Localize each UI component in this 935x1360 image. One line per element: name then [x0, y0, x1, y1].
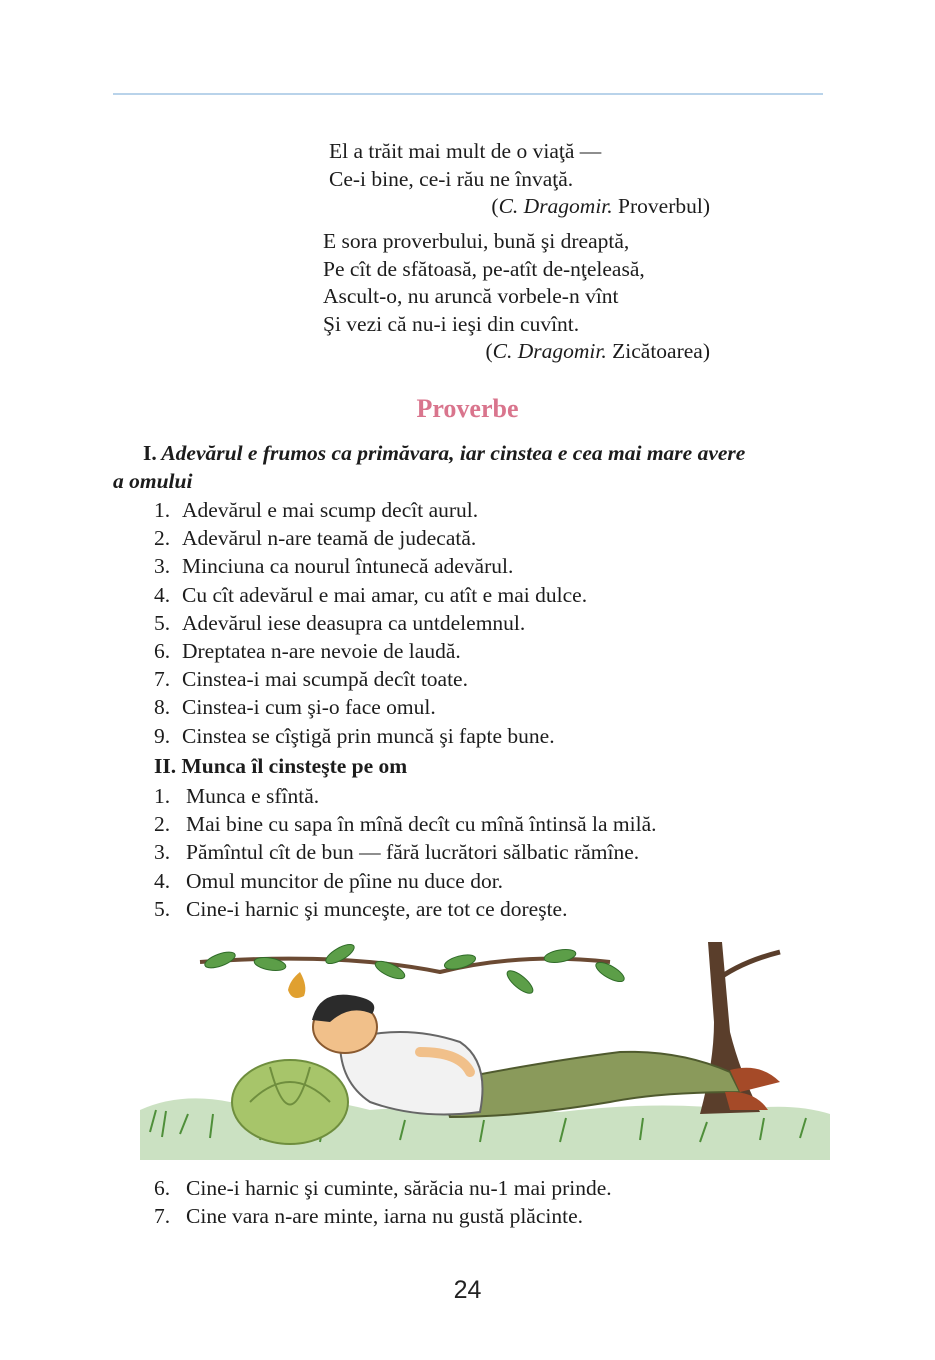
list-item: 3. Minciuna ca nourul întunecă adevărul. — [154, 554, 514, 579]
poem-proverbul — [329, 138, 710, 221]
section1-heading — [113, 439, 825, 495]
poem-zicatoarea — [323, 228, 710, 366]
list-item: 9. Cinstea se cîştigă prin muncă şi fapte bune. — [154, 723, 555, 748]
poem-attribution: (C. Dragomir. Proverbul) — [491, 194, 710, 219]
list-item: 7. Cine vara n-are minte, iarna nu gustă plăcinte. — [154, 1204, 583, 1229]
poem-line: Ce-i bine, ce-i rău ne învaţă. — [329, 166, 574, 191]
list-item: 1. Munca e sfîntă. — [154, 784, 320, 808]
poem-line: Şi vezi că nu-i ieşi din cuvînt. — [323, 311, 580, 336]
list-item: 6. Cine-i harnic şi cuminte, sărăcia nu-1 mai prinde. — [154, 1176, 612, 1200]
attribution-author: C. Dragomir. — [498, 194, 613, 219]
section1-heading-text: Adevărul e frumos ca primăvara, iar cinstea e cea mai mare avere — [156, 441, 746, 465]
list-item: 4. Omul muncitor de pîine nu duce dor. — [154, 868, 504, 893]
section2-list — [154, 782, 656, 923]
section2-list-continued — [154, 1174, 612, 1230]
attribution-title: Proverbul) — [612, 194, 710, 219]
page-number: 24 — [453, 1276, 482, 1304]
list-item: 5. Cine-i harnic şi munceşte, are tot ce doreşte. — [154, 896, 568, 921]
list-item: 5. Adevărul iese deasupra ca untdelemnul. — [154, 610, 526, 635]
poem-line: Pe cît de sfătoasă, pe-atît de-nţeleasă, — [323, 256, 645, 281]
attribution-title: Zicătoarea) — [606, 339, 710, 364]
poem-attribution: (C. Dragomir. Zicătoarea) — [485, 339, 710, 364]
list-item: 6. Dreptatea n-are nevoie de laudă. — [154, 639, 461, 664]
list-item: 2. Mai bine cu sapa în mînă decît cu mînă întinsă la milă. — [154, 812, 657, 837]
list-item: 2. Adevărul n-are teamă de judecată. — [154, 526, 477, 551]
list-item: 3. Pămîntul cît de bun — fără lucrători sălbatic rămîne. — [154, 840, 640, 865]
poem-line: Ascult-o, nu aruncă vorbele-n vînt — [323, 284, 619, 309]
poem-line: El a trăit mai mult de o viaţă — — [329, 139, 602, 163]
illustration-resting-man — [140, 942, 830, 1160]
section2-heading: II. Munca îl cinsteşte pe om — [154, 754, 408, 778]
page-title: Proverbe — [416, 394, 519, 423]
list-item: 1. Adevărul e mai scump decît aurul. — [154, 498, 479, 522]
section1-heading-text: a omului — [113, 469, 193, 493]
section1-roman: I. — [143, 441, 157, 465]
list-item: 4. Cu cît adevărul e mai amar, cu atît e mai dulce. — [154, 582, 588, 607]
section1-list — [154, 496, 587, 750]
header-rule — [113, 93, 823, 95]
attribution-author: C. Dragomir. — [492, 339, 607, 364]
list-item: 7. Cinstea-i mai scumpă decît toate. — [154, 667, 468, 692]
list-item: 8. Cinstea-i cum şi-o face omul. — [154, 695, 436, 720]
poem-line: E sora proverbului, bună şi dreaptă, — [323, 229, 630, 253]
